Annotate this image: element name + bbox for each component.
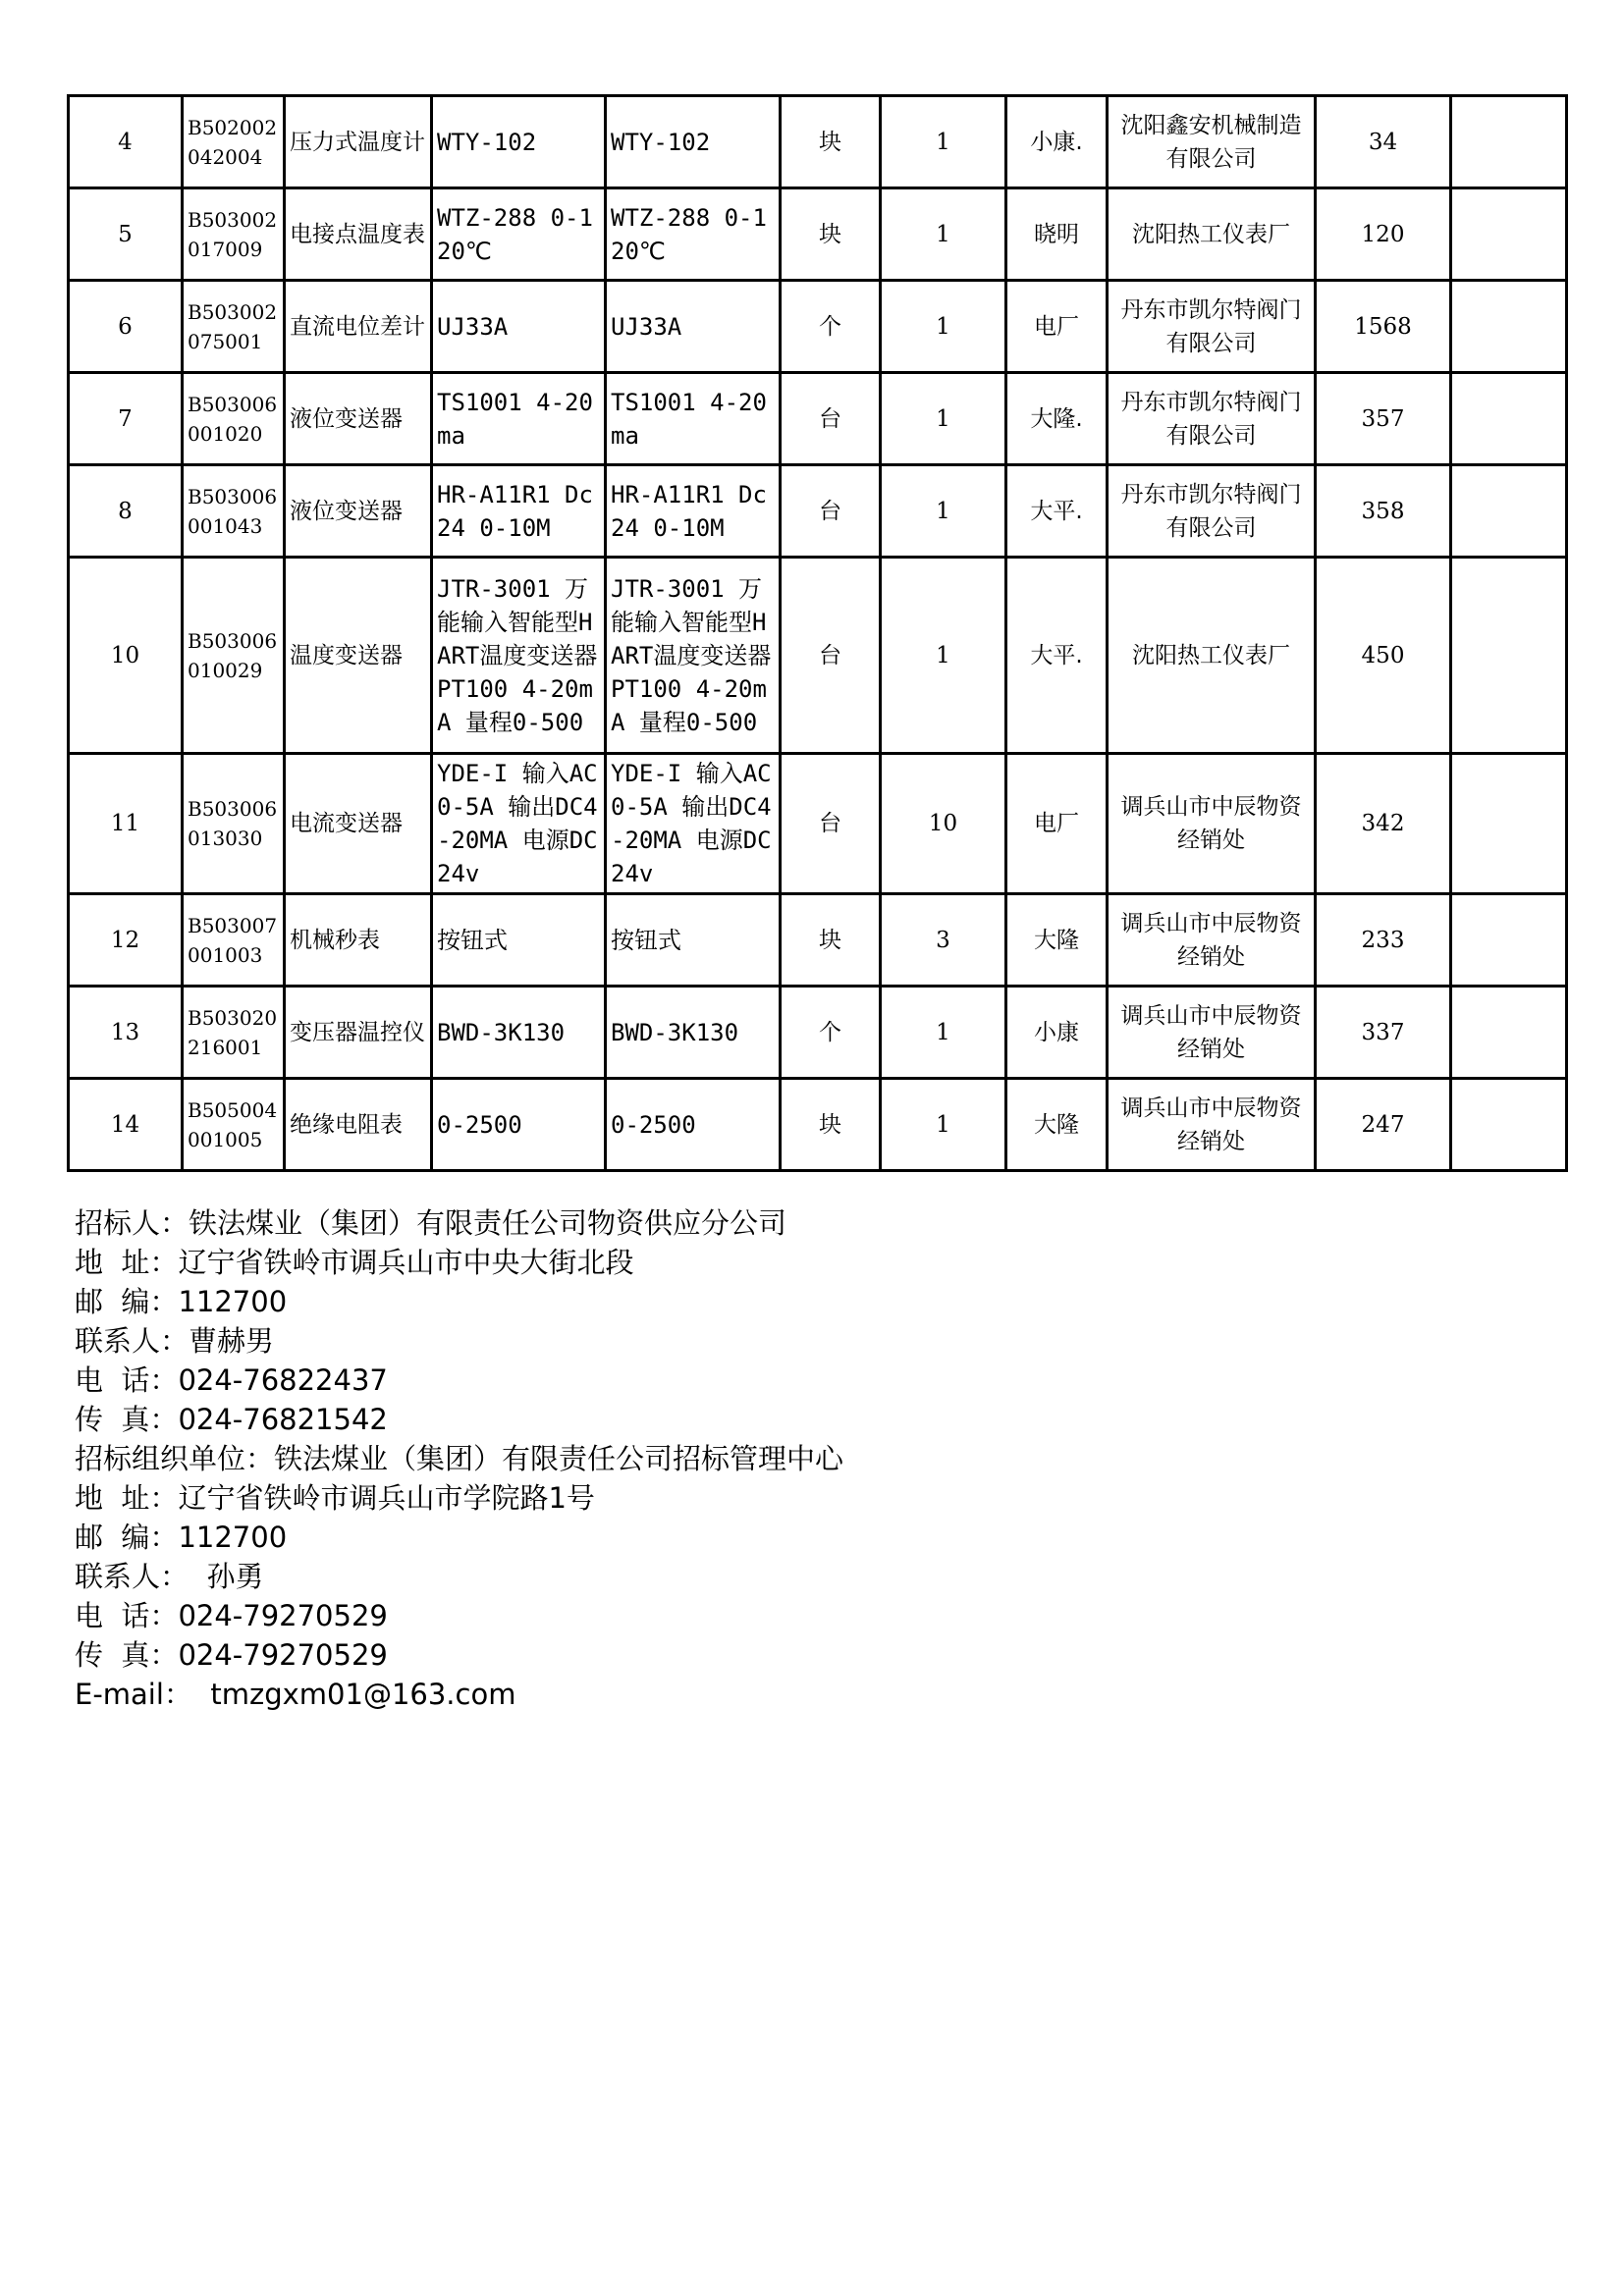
unit-cell: 台 — [781, 754, 881, 894]
delivery-location-cell: 大隆 — [1006, 894, 1108, 987]
model-cell: TS1001 4-20ma — [606, 373, 781, 465]
material-name-cell: 变压器温控仪 — [285, 987, 432, 1079]
manufacturer-cell: 丹东市凯尔特阀门有限公司 — [1108, 281, 1316, 373]
contact-label: 邮 编： — [75, 1285, 179, 1318]
material-code-cell — [183, 96, 285, 188]
delivery-location-cell: 小康. — [1006, 96, 1108, 188]
quantity-cell: 3 — [881, 894, 1006, 987]
material-code-part: B503002 — [188, 299, 278, 324]
unit-price-cell: 342 — [1316, 754, 1451, 894]
unit-price-cell: 247 — [1316, 1079, 1451, 1171]
row-number-cell: 8 — [69, 465, 183, 558]
model-cell: 0-2500 — [606, 1079, 781, 1171]
quantity-cell: 1 — [881, 1079, 1006, 1171]
row-number-cell: 5 — [69, 188, 183, 281]
material-name-cell: 直流电位差计 — [285, 281, 432, 373]
remark-cell — [1451, 373, 1567, 465]
contact-label: 电 话： — [75, 1599, 179, 1632]
quantity-cell: 1 — [881, 188, 1006, 281]
contact-line — [75, 1596, 1449, 1635]
material-code-part: 001003 — [188, 942, 263, 967]
contact-line — [75, 1321, 1449, 1361]
contact-line — [75, 1282, 1449, 1321]
contact-value: 112700 — [178, 1285, 288, 1318]
material-code-part: 010029 — [188, 658, 263, 682]
model-cell: BWD-3K130 — [606, 987, 781, 1079]
contact-label: 传 真： — [75, 1403, 179, 1436]
contact-value: 辽宁省铁岭市调兵山市学院路1号 — [178, 1481, 595, 1515]
specification-cell: TS1001 4-20ma — [432, 373, 606, 465]
delivery-location-cell: 大隆. — [1006, 373, 1108, 465]
material-code-cell — [183, 894, 285, 987]
material-code-part: 001043 — [188, 513, 263, 538]
material-code-part: B503006 — [188, 392, 278, 416]
contact-label: 传 真： — [75, 1638, 179, 1672]
material-code-part: B503006 — [188, 484, 278, 508]
unit-price-cell: 450 — [1316, 558, 1451, 754]
row-number-cell: 10 — [69, 558, 183, 754]
remark-cell — [1451, 1079, 1567, 1171]
material-code-cell — [183, 754, 285, 894]
material-code-cell — [183, 373, 285, 465]
contact-line — [75, 1675, 1449, 1714]
material-code-cell — [183, 1079, 285, 1171]
contact-block — [75, 1203, 1449, 1714]
material-code-part: B503007 — [188, 913, 278, 937]
material-code-cell — [183, 558, 285, 754]
specification-cell: HR-A11R1 Dc24 0-10M — [432, 465, 606, 558]
unit-price-cell: 34 — [1316, 96, 1451, 188]
contact-label: 联系人： — [75, 1560, 189, 1593]
contact-value: 024-76821542 — [178, 1403, 388, 1436]
material-code-part: B502002 — [188, 115, 278, 139]
material-code-cell — [183, 281, 285, 373]
specification-cell: WTY-102 — [432, 96, 606, 188]
unit-cell: 块 — [781, 188, 881, 281]
quantity-cell: 1 — [881, 465, 1006, 558]
contact-line — [75, 1635, 1449, 1675]
quantity-cell: 1 — [881, 987, 1006, 1079]
contact-value: 024-79270529 — [178, 1638, 388, 1672]
unit-price-cell: 357 — [1316, 373, 1451, 465]
quantity-cell: 1 — [881, 281, 1006, 373]
contact-label: 邮 编： — [75, 1521, 179, 1554]
material-name-cell: 压力式温度计 — [285, 96, 432, 188]
quantity-cell: 10 — [881, 754, 1006, 894]
remark-cell — [1451, 96, 1567, 188]
manufacturer-cell: 调兵山市中辰物资经销处 — [1108, 754, 1316, 894]
contact-label: 地 址： — [75, 1246, 179, 1279]
contact-value: 孙勇 — [189, 1560, 264, 1593]
specification-cell: 按钮式 — [432, 894, 606, 987]
material-code-part: 001005 — [188, 1127, 263, 1151]
remark-cell — [1451, 281, 1567, 373]
material-code-part: 216001 — [188, 1035, 263, 1059]
manufacturer-cell: 调兵山市中辰物资经销处 — [1108, 987, 1316, 1079]
manufacturer-cell: 沈阳热工仪表厂 — [1108, 558, 1316, 754]
contact-value: 024-79270529 — [178, 1599, 388, 1632]
quantity-cell: 1 — [881, 96, 1006, 188]
material-name-cell: 液位变送器 — [285, 373, 432, 465]
unit-cell: 块 — [781, 1079, 881, 1171]
row-number-cell: 13 — [69, 987, 183, 1079]
model-cell: YDE-I 输入AC 0-5A 输出DC4-20MA 电源DC24v — [606, 754, 781, 894]
manufacturer-cell: 丹东市凯尔特阀门有限公司 — [1108, 373, 1316, 465]
row-number-cell: 14 — [69, 1079, 183, 1171]
manufacturer-cell: 调兵山市中辰物资经销处 — [1108, 894, 1316, 987]
material-code-part: 017009 — [188, 237, 263, 261]
specification-cell: 0-2500 — [432, 1079, 606, 1171]
material-code-part: B503002 — [188, 207, 278, 232]
model-cell: 按钮式 — [606, 894, 781, 987]
material-code-part: 075001 — [188, 329, 263, 353]
contact-label: 联系人： — [75, 1324, 189, 1358]
specification-cell: YDE-I 输入AC 0-5A 输出DC4-20MA 电源DC24v — [432, 754, 606, 894]
model-cell: JTR-3001 万能输入智能型HART温度变送器PT100 4-20mA 量程0-500 — [606, 558, 781, 754]
unit-cell: 台 — [781, 558, 881, 754]
contact-line — [75, 1361, 1449, 1400]
delivery-location-cell: 小康 — [1006, 987, 1108, 1079]
unit-cell: 个 — [781, 987, 881, 1079]
unit-cell: 台 — [781, 465, 881, 558]
table-row — [69, 987, 1567, 1079]
contact-label: 招标组织单位： — [75, 1442, 275, 1475]
material-name-cell: 绝缘电阻表 — [285, 1079, 432, 1171]
row-number-cell: 4 — [69, 96, 183, 188]
contact-line — [75, 1478, 1449, 1518]
table-row — [69, 465, 1567, 558]
contact-line — [75, 1243, 1449, 1282]
row-number-cell: 6 — [69, 281, 183, 373]
delivery-location-cell: 大平. — [1006, 465, 1108, 558]
unit-cell: 个 — [781, 281, 881, 373]
specification-cell: WTZ-288 0-120℃ — [432, 188, 606, 281]
contact-value: 辽宁省铁岭市调兵山市中央大街北段 — [178, 1246, 634, 1279]
material-name-cell: 液位变送器 — [285, 465, 432, 558]
manufacturer-cell: 沈阳鑫安机械制造有限公司 — [1108, 96, 1316, 188]
contact-line — [75, 1400, 1449, 1439]
contact-value: 铁法煤业（集团）有限责任公司物资供应分公司 — [189, 1206, 787, 1240]
material-code-part: 042004 — [188, 144, 263, 169]
contact-label: 电 话： — [75, 1363, 179, 1397]
unit-price-cell: 1568 — [1316, 281, 1451, 373]
table-row — [69, 1079, 1567, 1171]
table-row — [69, 558, 1567, 754]
specification-cell: JTR-3001 万能输入智能型HART温度变送器PT100 4-20mA 量程0-500 — [432, 558, 606, 754]
material-code-cell — [183, 188, 285, 281]
model-cell: UJ33A — [606, 281, 781, 373]
contact-value: 112700 — [178, 1521, 288, 1554]
material-name-cell: 电接点温度表 — [285, 188, 432, 281]
items-table — [67, 94, 1568, 1172]
unit-price-cell: 337 — [1316, 987, 1451, 1079]
material-name-cell: 机械秒表 — [285, 894, 432, 987]
contact-label: E-mail： — [75, 1678, 192, 1711]
contact-line — [75, 1557, 1449, 1596]
table-row — [69, 373, 1567, 465]
contact-value: 024-76822437 — [178, 1363, 388, 1397]
contact-label: 招标人： — [75, 1206, 189, 1240]
remark-cell — [1451, 987, 1567, 1079]
table-row — [69, 96, 1567, 188]
delivery-location-cell: 大隆 — [1006, 1079, 1108, 1171]
material-code-cell — [183, 465, 285, 558]
unit-cell: 台 — [781, 373, 881, 465]
material-code-part: B503006 — [188, 628, 278, 653]
material-code-part: B505004 — [188, 1097, 278, 1122]
unit-price-cell: 120 — [1316, 188, 1451, 281]
material-code-part: B503006 — [188, 797, 278, 821]
table-row — [69, 188, 1567, 281]
material-code-part: 013030 — [188, 827, 263, 850]
contact-line — [75, 1439, 1449, 1478]
contact-value: tmzgxm01@163.com — [191, 1678, 516, 1711]
specification-cell: UJ33A — [432, 281, 606, 373]
quantity-cell: 1 — [881, 558, 1006, 754]
model-cell: WTZ-288 0-120℃ — [606, 188, 781, 281]
material-code-cell — [183, 987, 285, 1079]
contact-line — [75, 1518, 1449, 1557]
material-code-part: 001020 — [188, 421, 263, 446]
delivery-location-cell: 电厂 — [1006, 281, 1108, 373]
material-name-cell: 温度变送器 — [285, 558, 432, 754]
remark-cell — [1451, 558, 1567, 754]
material-code-part: B503020 — [188, 1005, 278, 1030]
model-cell: WTY-102 — [606, 96, 781, 188]
table-row — [69, 894, 1567, 987]
items-table-body — [69, 96, 1567, 1171]
unit-cell: 块 — [781, 96, 881, 188]
contact-line — [75, 1203, 1449, 1243]
manufacturer-cell: 沈阳热工仪表厂 — [1108, 188, 1316, 281]
quantity-cell: 1 — [881, 373, 1006, 465]
table-row — [69, 281, 1567, 373]
remark-cell — [1451, 894, 1567, 987]
delivery-location-cell: 大平. — [1006, 558, 1108, 754]
model-cell: HR-A11R1 Dc24 0-10M — [606, 465, 781, 558]
delivery-location-cell: 电厂 — [1006, 754, 1108, 894]
contact-label: 地 址： — [75, 1481, 179, 1515]
unit-price-cell: 233 — [1316, 894, 1451, 987]
delivery-location-cell: 晓明 — [1006, 188, 1108, 281]
specification-cell: BWD-3K130 — [432, 987, 606, 1079]
remark-cell — [1451, 465, 1567, 558]
manufacturer-cell: 调兵山市中辰物资经销处 — [1108, 1079, 1316, 1171]
remark-cell — [1451, 188, 1567, 281]
manufacturer-cell: 丹东市凯尔特阀门有限公司 — [1108, 465, 1316, 558]
remark-cell — [1451, 754, 1567, 894]
row-number-cell: 12 — [69, 894, 183, 987]
table-row — [69, 754, 1567, 894]
unit-cell: 块 — [781, 894, 881, 987]
contact-value: 曹赫男 — [189, 1324, 275, 1358]
material-name-cell: 电流变送器 — [285, 754, 432, 894]
row-number-cell: 7 — [69, 373, 183, 465]
row-number-cell: 11 — [69, 754, 183, 894]
unit-price-cell: 358 — [1316, 465, 1451, 558]
contact-value: 铁法煤业（集团）有限责任公司招标管理中心 — [274, 1442, 844, 1475]
